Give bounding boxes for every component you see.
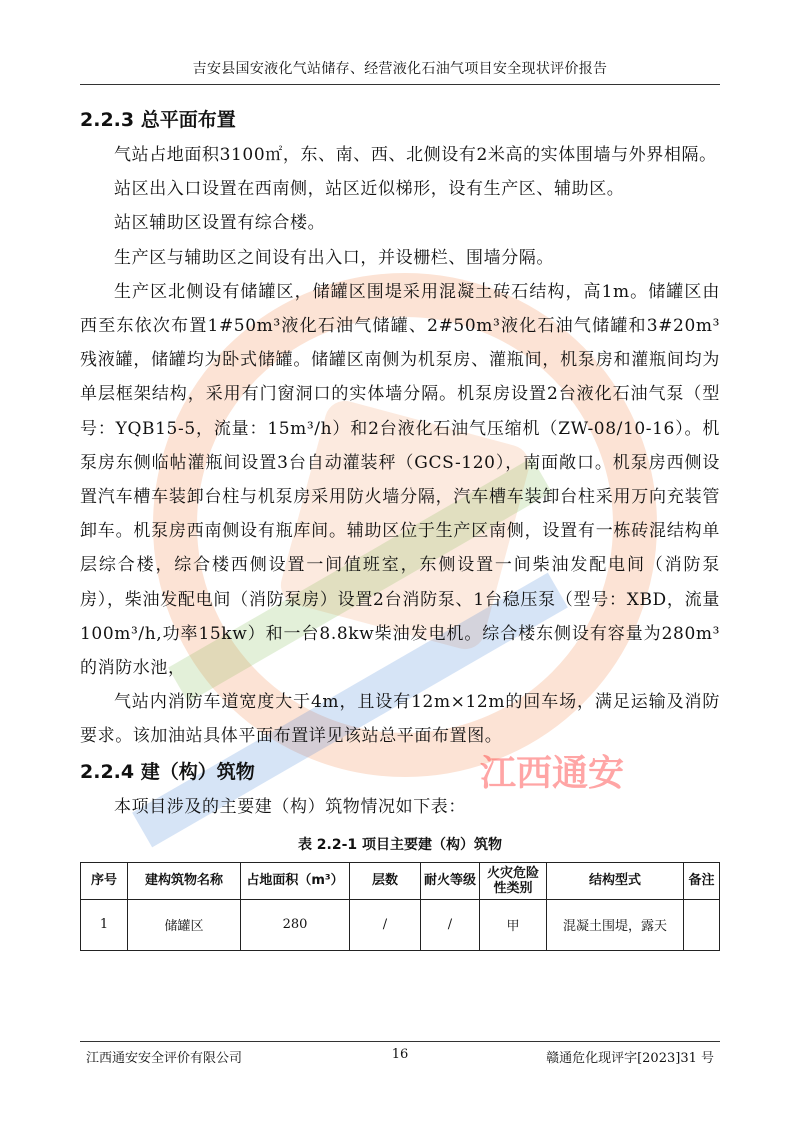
header-title: 吉安县国安液化气站储存、经营液化石油气项目安全现状评价报告: [192, 61, 608, 77]
column-header: 结构型式: [547, 862, 684, 899]
paragraph: 生产区与辅助区之间设有出入口，并设栅栏、围墙分隔。: [114, 247, 554, 268]
column-header: 火灾危险性类别: [480, 862, 547, 899]
table-cell: 甲: [480, 899, 547, 950]
table-intro-text: 本项目涉及的主要建（构）筑物情况如下表：: [114, 796, 466, 817]
section-heading-2-2-3: 2.2.3 总平面布置: [80, 109, 236, 131]
column-header: 层数: [350, 862, 421, 899]
section-heading-2-2-4: 2.2.4 建（构）筑物: [80, 760, 255, 783]
column-header: 序号: [81, 862, 128, 899]
buildings-table: [80, 862, 720, 951]
table-header-row: [81, 862, 720, 899]
table-caption: 表 2.2-1 项目主要建（构）筑物: [297, 836, 503, 853]
table-cell: /: [421, 899, 480, 950]
paragraph: 站区辅助区设置有综合楼。: [114, 213, 326, 234]
page-header: [80, 58, 720, 85]
column-header: 占地面积（m³）: [241, 862, 350, 899]
footer-company: 江西通安安全评价有限公司: [86, 1051, 243, 1066]
page-content: [80, 102, 720, 951]
column-header: 耐火等级: [421, 862, 480, 899]
column-header: 备注: [684, 862, 720, 899]
table-cell: /: [350, 899, 421, 950]
table-row: [81, 899, 720, 950]
table-cell: 储罐区: [128, 899, 241, 950]
paragraph: 气站占地面积3100㎡，东、南、西、北侧设有2米高的实体围墙与外界相隔。: [114, 145, 717, 165]
page-number: 16: [391, 1047, 409, 1062]
column-header: 建构筑物名称: [128, 862, 241, 899]
paragraph: 站区出入口设置在西南侧，站区近似梯形，设有生产区、辅助区。: [114, 179, 625, 200]
svg-text:江西通安: 江西通安: [480, 753, 625, 794]
table-cell: [684, 899, 720, 950]
paragraph: 生产区北侧设有储罐区，储罐区围堤采用混凝土砖石结构，高1m。储罐区由西至东依次布置1#50m³液化石油气储罐、2#50m³液化石油气储罐和3#20m³残液罐，储罐均为卧式储罐。储罐区南侧为机泵房、灌瓶间，机泵房和灌瓶间均为单层框架结构，采用有门窗洞口的实体墙分隔。机泵房设置2台液化石油气泵（型号：YQB15-5，流量：15m³/h）和2台液化石油气压缩机（ZW-08/10-16）。机泵房东侧临帖灌瓶间设置3台自动灌装秤（GCS-120），南面敞口。机泵房西侧设置汽车槽车装卸台柱与机泵房采用防火墙分隔，汽车槽车装卸台柱采用万向充装管卸车。机泵房西南侧设有瓶库间。辅助区位于生产区南侧，设置有一栋砖混结构单层综合楼，综合楼西侧设置一间值班室，东侧设置一间柴油发配电间（消防泵房），柴油发配电间（消防泵房）设置2台消防泵、1台稳压泵（型号：XBD，流量100m³/h,功率15kw）和一台8.8kw柴油发电机。综合楼东侧设有容量为280m³的消防水池，: [80, 281, 720, 679]
paragraph: 气站内消防车道宽度大于4m，且设有12m×12m的回车场，满足运输及消防要求。该加油站具体平面布置详见该站总平面布置图。: [80, 692, 720, 747]
page-footer: [80, 1041, 720, 1066]
footer-report-number: 赣通危化现评字[2023]31 号: [546, 1051, 714, 1066]
table-cell: 280: [241, 899, 350, 950]
table-cell: 混凝土围堤，露天: [547, 899, 684, 950]
table-cell: 1: [81, 899, 128, 950]
